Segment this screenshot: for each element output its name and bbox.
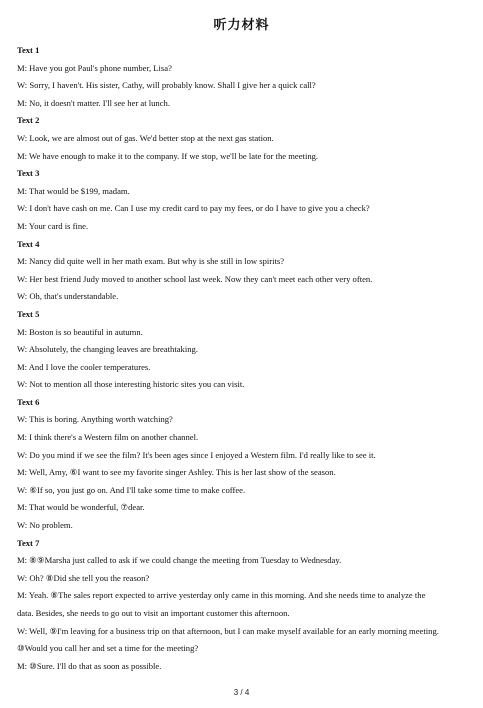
page-title: 听力材料 (213, 18, 270, 33)
transcript-line: W: Absolutely, the changing leaves are breathtaking. (17, 344, 198, 355)
transcript-line: W: Not to mention all those interesting historic sites you can visit. (17, 379, 245, 390)
transcript-line: W: Do you mind if we see the film? It's been ages since I enjoyed a Western film. I'd really like to see it. (17, 449, 376, 460)
transcript-line: M: Your card is fine. (17, 220, 89, 231)
page-number: 3 / 4 (233, 688, 250, 697)
transcript-line: W: Sorry, I haven't. His sister, Cathy, will probably know. Shall I give her a quick call? (17, 80, 316, 91)
section-heading: Text 6 (17, 396, 40, 407)
section-heading: Text 4 (17, 238, 40, 249)
transcript-line: M: No, it doesn't matter. I'll see her at lunch. (17, 97, 170, 108)
transcript-line: M: Yeah. ⑧The sales report expected to arrive yesterday only came in this morning. And she needs time to analyze the (17, 590, 426, 601)
section-heading: Text 5 (17, 308, 40, 319)
transcript-line: W: No problem. (17, 520, 73, 531)
transcript-line: W: ⑥If so, you just go on. And I'll take some time to make coffee. (17, 484, 246, 495)
transcript-line: M: That would be $199, madam. (17, 185, 130, 196)
section-heading: Text 1 (17, 45, 40, 55)
transcript-line: M: We have enough to make it to the company. If we stop, we'll be late for the meeting. (17, 150, 319, 161)
transcript-line: ⑩Would you call her and set a time for the meeting? (17, 643, 199, 654)
transcript-line: M: And I love the cooler temperatures. (17, 361, 151, 372)
transcript-line: W: Her best friend Judy moved to another school last week. Now they can't meet each other very often. (17, 273, 373, 284)
transcript-line: data. Besides, she needs to go out to visit an important customer this afternoon. (17, 608, 290, 618)
transcript-line: M: I think there's a Western film on another channel. (17, 432, 199, 443)
transcript-line: W: Look, we are almost out of gas. We'd better stop at the next gas station. (17, 132, 274, 143)
section-heading: Text 2 (17, 115, 40, 126)
transcript-line: W: Well, ⑨I'm leaving for a business trip on that afternoon, but I can make myself available for an early morning meeting. (17, 625, 439, 636)
transcript-line: W: Oh? ⑧Did she tell you the reason? (17, 572, 150, 583)
transcript-line: M: Boston is so beautiful in autumn. (17, 326, 143, 337)
transcript-line: M: Nancy did quite well in her math exam. But why is she still in low spirits? (17, 256, 285, 267)
transcript-line: W: I don't have cash on me. Can I use my credit card to pay my fees, or do I have to give you a check? (17, 203, 370, 214)
transcript-line: M: That would be wonderful, ⑦dear. (17, 502, 145, 513)
transcript-line: M: Well, Amy, ⑥I want to see my favorite singer Ashley. This is her last show of the season. (17, 467, 336, 478)
transcript-line: M: Have you got Paul's phone number, Lisa? (17, 62, 172, 73)
transcript-line: W: This is boring. Anything worth watching? (17, 414, 173, 425)
section-heading: Text 3 (17, 168, 40, 179)
transcript-line: M: ⑩Sure. I'll do that as soon as possible. (17, 660, 162, 671)
transcript-line: M: ⑧⑨Marsha just called to ask if we could change the meeting from Tuesday to Wednesday. (17, 555, 342, 566)
transcript-line: W: Oh, that's understandable. (17, 291, 119, 302)
section-heading: Text 7 (17, 537, 40, 548)
transcript (17, 42, 475, 675)
